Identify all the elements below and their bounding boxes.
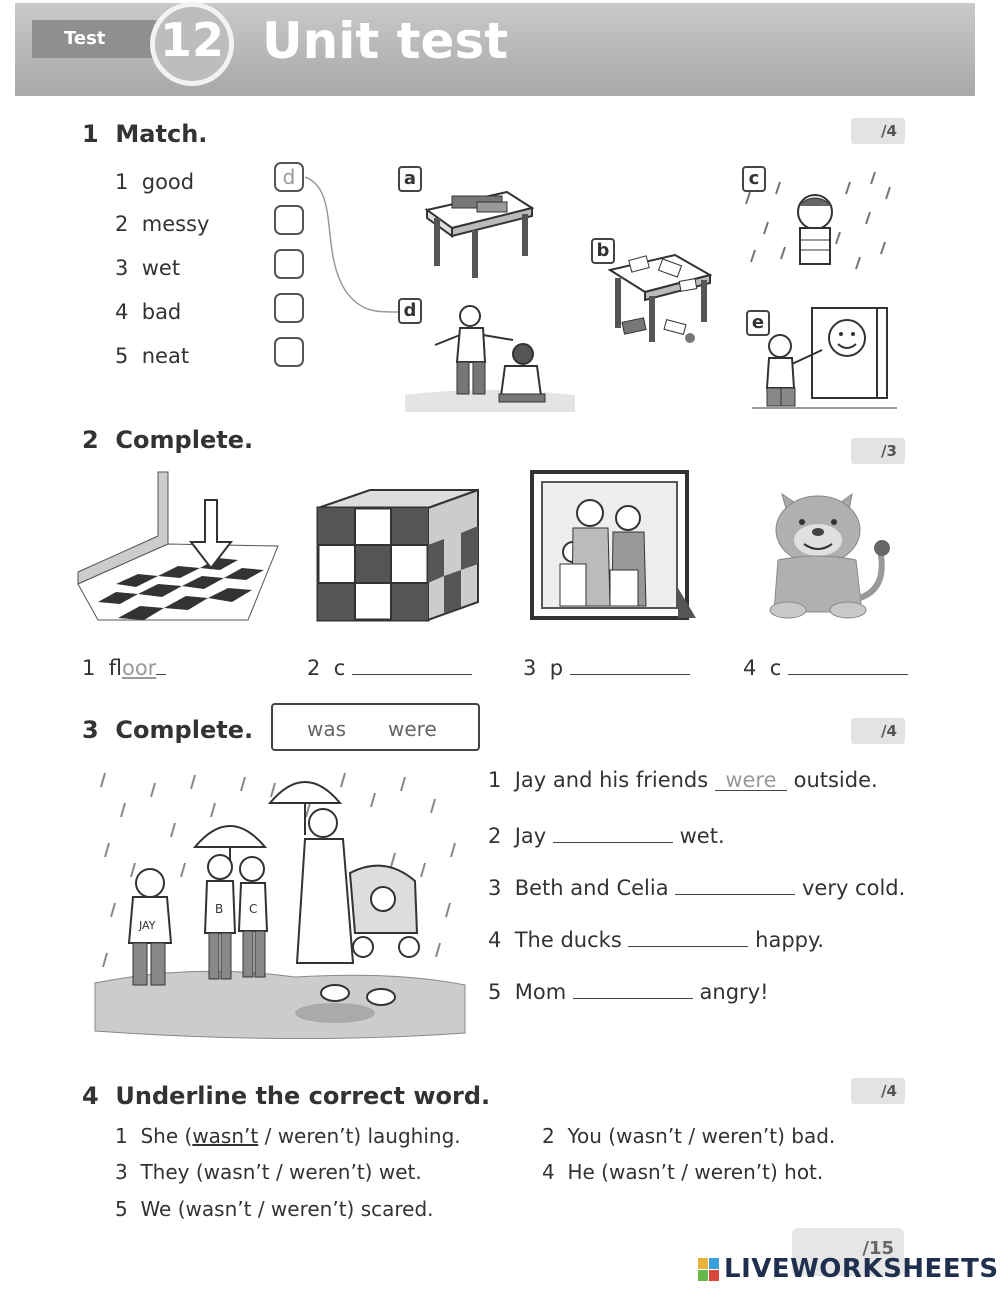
complete-item-num: 4 bbox=[743, 656, 757, 680]
picture-label-c: c bbox=[742, 166, 766, 192]
underline-item-3: 3 They (wasn’t / weren’t) wet. bbox=[115, 1160, 422, 1184]
liveworksheets-watermark: LIVEWORKSHEETS bbox=[724, 1254, 999, 1284]
section2-number: 2 bbox=[82, 426, 99, 454]
underline-item-1: 1 She (wasn’t / weren’t) laughing. bbox=[115, 1124, 461, 1148]
picture-label-e: e bbox=[746, 310, 770, 336]
complete-item-letter: c bbox=[333, 656, 346, 680]
match-item-num: 4 bbox=[115, 300, 129, 324]
underline-item-2: 2 You (wasn’t / weren’t) bad. bbox=[542, 1124, 836, 1148]
beth-shirt-label: B bbox=[215, 902, 224, 916]
sentence-num: 5 bbox=[488, 980, 502, 1004]
sentence-answer[interactable] bbox=[628, 924, 748, 947]
sentence-4 bbox=[488, 924, 824, 952]
sentence-num: 3 bbox=[488, 876, 502, 900]
section2-title: Complete. bbox=[115, 426, 254, 454]
sentence-3 bbox=[488, 872, 905, 900]
section4-number: 4 bbox=[82, 1082, 99, 1110]
option-wasnt[interactable]: wasn’t bbox=[185, 1197, 252, 1221]
underline-rest: laughing. bbox=[367, 1124, 461, 1148]
sentence-answer[interactable] bbox=[553, 820, 673, 843]
sentence-before: The ducks bbox=[514, 928, 622, 952]
underline-rest: hot. bbox=[784, 1160, 824, 1184]
complete-item-3 bbox=[523, 652, 690, 680]
underline-rest: scared. bbox=[360, 1197, 434, 1221]
sentence-2 bbox=[488, 820, 725, 848]
match-item-word: messy bbox=[141, 212, 210, 236]
underline-rest: wet. bbox=[378, 1160, 422, 1184]
total-score: /15 bbox=[862, 1238, 894, 1259]
page-title: Unit test bbox=[262, 12, 509, 70]
section2-score: /3 bbox=[851, 438, 905, 464]
sentence-answer[interactable] bbox=[675, 872, 795, 895]
underline-subject: He bbox=[567, 1160, 595, 1184]
answer-line bbox=[156, 652, 166, 675]
option-wasnt[interactable]: wasn’t bbox=[616, 1124, 683, 1148]
section3-score: /4 bbox=[851, 718, 905, 744]
jay-shirt-label: JAY bbox=[139, 919, 156, 932]
match-item-num: 2 bbox=[115, 212, 129, 236]
underline-item-5: 5 We (wasn’t / weren’t) scared. bbox=[115, 1197, 434, 1221]
sentence-after: happy. bbox=[755, 928, 825, 952]
section4-heading bbox=[82, 1082, 490, 1110]
liveworksheets-logo-icon bbox=[698, 1258, 720, 1282]
option-werent[interactable]: weren’t bbox=[289, 1160, 365, 1184]
test-tab-label: Test bbox=[64, 28, 106, 49]
underline-subject: She bbox=[140, 1124, 179, 1148]
photo-illustration bbox=[528, 468, 693, 623]
section3-heading bbox=[82, 716, 253, 744]
complete-item-2 bbox=[307, 652, 472, 680]
complete-item-answer[interactable] bbox=[570, 652, 690, 675]
sentence-answer-text: were bbox=[725, 768, 777, 792]
complete-item-answer[interactable] bbox=[352, 652, 472, 675]
complete-item-num: 3 bbox=[523, 656, 537, 680]
match-item-num: 5 bbox=[115, 344, 129, 368]
underline-subject: We bbox=[140, 1197, 172, 1221]
picture-label-d: d bbox=[398, 298, 422, 324]
picture-label-b: b bbox=[591, 238, 615, 264]
sentence-answer[interactable] bbox=[573, 976, 693, 999]
sentence-after: outside. bbox=[793, 768, 878, 792]
floor-illustration bbox=[78, 472, 283, 622]
complete-item-answer[interactable] bbox=[788, 652, 908, 675]
word-box-was: was bbox=[307, 717, 347, 741]
section1-title: Match. bbox=[115, 120, 208, 148]
answer-box-1[interactable]: d bbox=[274, 162, 304, 192]
underline-subject: You bbox=[567, 1124, 602, 1148]
section1-score: /4 bbox=[851, 118, 905, 144]
messy-desk-illustration bbox=[605, 250, 715, 350]
sentence-after: wet. bbox=[679, 824, 725, 848]
underline-num: 5 bbox=[115, 1197, 128, 1221]
sentence-answer[interactable] bbox=[715, 768, 787, 791]
picture-label-a: a bbox=[398, 166, 422, 192]
match-item-word: bad bbox=[141, 300, 182, 324]
underline-num: 1 bbox=[115, 1124, 128, 1148]
option-werent[interactable]: weren’t bbox=[701, 1124, 778, 1148]
match-item-word: neat bbox=[141, 344, 190, 368]
sentence-before: Jay and his friends bbox=[514, 768, 709, 792]
sentence-num: 4 bbox=[488, 928, 502, 952]
option-wasnt[interactable]: wasn’t bbox=[192, 1124, 259, 1148]
sentence-5 bbox=[488, 976, 769, 1004]
section3-number: 3 bbox=[82, 716, 99, 744]
cat-illustration bbox=[748, 488, 898, 618]
section4-title: Underline the correct word. bbox=[115, 1082, 491, 1110]
underline-num: 4 bbox=[542, 1160, 555, 1184]
sentence-after: angry! bbox=[699, 980, 769, 1004]
celia-shirt-label: C bbox=[249, 902, 258, 916]
match-item-num: 3 bbox=[115, 256, 129, 280]
option-werent[interactable]: weren’t bbox=[277, 1124, 354, 1148]
section2-heading bbox=[82, 426, 253, 454]
good-behavior-illustration bbox=[752, 308, 897, 413]
word-box bbox=[271, 703, 480, 751]
option-werent[interactable]: weren’t bbox=[270, 1197, 347, 1221]
underline-num: 2 bbox=[542, 1124, 555, 1148]
option-wasnt[interactable]: wasn’t bbox=[608, 1160, 675, 1184]
complete-item-answer[interactable]: loor bbox=[121, 656, 157, 680]
complete-item-1 bbox=[82, 652, 166, 680]
underline-num: 3 bbox=[115, 1160, 128, 1184]
unit-number: 12 bbox=[159, 13, 224, 67]
sentence-after: very cold. bbox=[801, 876, 906, 900]
complete-item-letter: p bbox=[549, 656, 564, 680]
rain-scene-illustration bbox=[95, 763, 465, 1043]
underline-item-4: 4 He (wasn’t / weren’t) hot. bbox=[542, 1160, 824, 1184]
bad-behavior-illustration bbox=[405, 300, 575, 412]
option-werent[interactable]: weren’t bbox=[694, 1160, 770, 1184]
sentence-1 bbox=[488, 768, 878, 792]
complete-item-4 bbox=[743, 652, 908, 680]
sentence-before: Jay bbox=[514, 824, 547, 848]
complete-item-num: 2 bbox=[307, 656, 321, 680]
section3-title: Complete. bbox=[115, 716, 254, 744]
match-item-word: wet bbox=[141, 256, 181, 280]
underline-rest: bad. bbox=[791, 1124, 836, 1148]
section1-number: 1 bbox=[82, 120, 99, 148]
neat-desk-illustration bbox=[422, 180, 537, 280]
section4-score: /4 bbox=[851, 1078, 905, 1104]
underline-subject: They bbox=[140, 1160, 190, 1184]
match-item-num: 1 bbox=[115, 170, 129, 194]
sentence-before: Beth and Celia bbox=[514, 876, 669, 900]
complete-item-letter: c bbox=[769, 656, 782, 680]
sentence-before: Mom bbox=[514, 980, 567, 1004]
complete-item-letter: f bbox=[108, 656, 122, 680]
sentence-num: 2 bbox=[488, 824, 502, 848]
cube-illustration bbox=[312, 488, 484, 624]
sentence-num: 1 bbox=[488, 768, 502, 792]
match-item-word: good bbox=[141, 170, 195, 194]
option-wasnt[interactable]: wasn’t bbox=[203, 1160, 270, 1184]
word-box-were: were bbox=[388, 717, 437, 741]
complete-item-num: 1 bbox=[82, 656, 96, 680]
